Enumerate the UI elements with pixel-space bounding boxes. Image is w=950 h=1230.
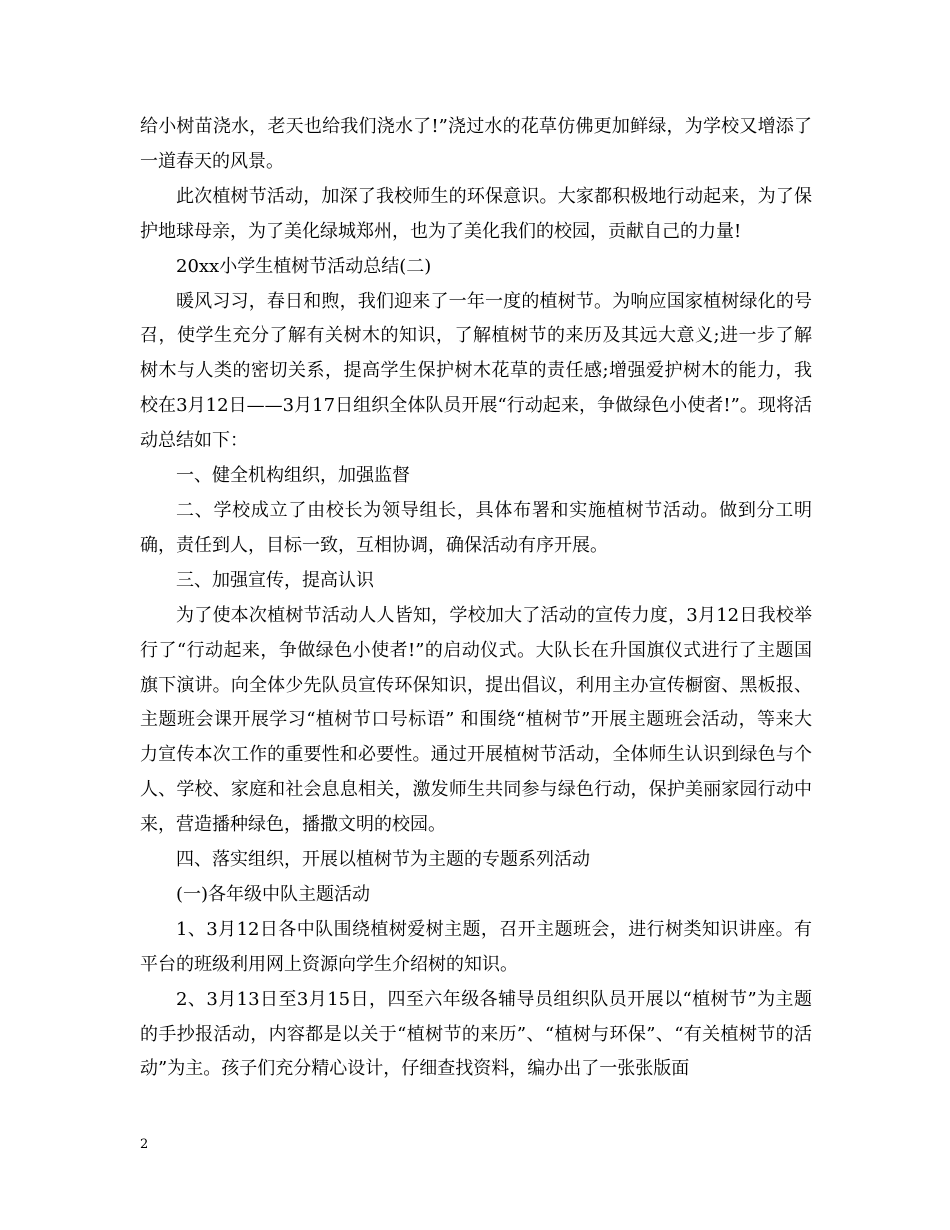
paragraph-organization: 二、学校成立了由校长为领导组长，具体布署和实施植树节活动。做到分工明确，责任到人，目标一致，互相协调，确保活动有序开展。: [140, 499, 812, 556]
section-heading: 20xx小学生植树节活动总结(二): [176, 255, 432, 277]
paragraph-2: 此次植树节活动，加深了我校师生的环保意识。大家都积极地行动起来，为了保护地球母亲，为了美化绿城郑州，也为了美化我们的校园，贡献自己的力量!: [140, 185, 812, 242]
page-number: 2: [140, 1137, 149, 1152]
list-item-2: 2、3月13日至3月15日，四至六年级各辅导员组织队员开展以“植树节”为主题的手抄报活动，内容都是以关于“植树节的来历”、“植树与环保”、“有关植树节的活动”为主。孩子们充分精心设计，仔细查找资料，编办出了一张张版面: [140, 988, 812, 1080]
subheading-class-activities: (一)各年级中队主题活动: [176, 883, 371, 905]
list-item-1: 1、3月12日各中队围绕植树爱树主题，召开主题班会，进行树类知识讲座。有平台的班级利用网上资源向学生介绍树的知识。: [140, 918, 812, 975]
document-body: [140, 110, 812, 1087]
heading-three: 三、加强宣传，提高认识: [176, 569, 374, 591]
heading-four: 四、落实组织，开展以植树节为主题的专题系列活动: [176, 849, 590, 871]
paragraph-publicity: 为了使本次植树节活动人人皆知，学校加大了活动的宣传力度，3月12日我校举行了“行动起来，争做绿色小使者!”的启动仪式。大队长在升国旗仪式进行了主题国旗下演讲。向全体少先队员宣传环保知识，提出倡议，利用主办宣传橱窗、黑板报、主题班会课开展学习“植树节口号标语” 和围绕“植树节”开展主题班会活动，等来大力宣传本次工作的重要性和必要性。通过开展植树节活动，全体师生认识到绿色与个人、学校、家庭和社会息息相关，激发师生共同参与绿色行动，保护美丽家园行动中来，营造播种绿色，播撒文明的校园。: [140, 604, 812, 836]
paragraph-intro: 暖风习习，春日和煦，我们迎来了一年一度的植树节。为响应国家植树绿化的号召，使学生充分了解有关树木的知识，了解植树节的来历及其远大意义;进一步了解树木与人类的密切关系，提高学生保护树木花草的责任感;增强爱护树木的能力，我校在3月12日——3月17日组织全体队员开展“行动起来，争做绿色小使者!”。现将活动总结如下：: [140, 290, 812, 452]
paragraph-1: 给小树苗浇水，老天也给我们浇水了!”浇过水的花草仿佛更加鲜绿，为学校又增添了一道春天的风景。: [140, 116, 812, 172]
heading-one: 一、健全机构组织，加强监督: [176, 465, 410, 487]
